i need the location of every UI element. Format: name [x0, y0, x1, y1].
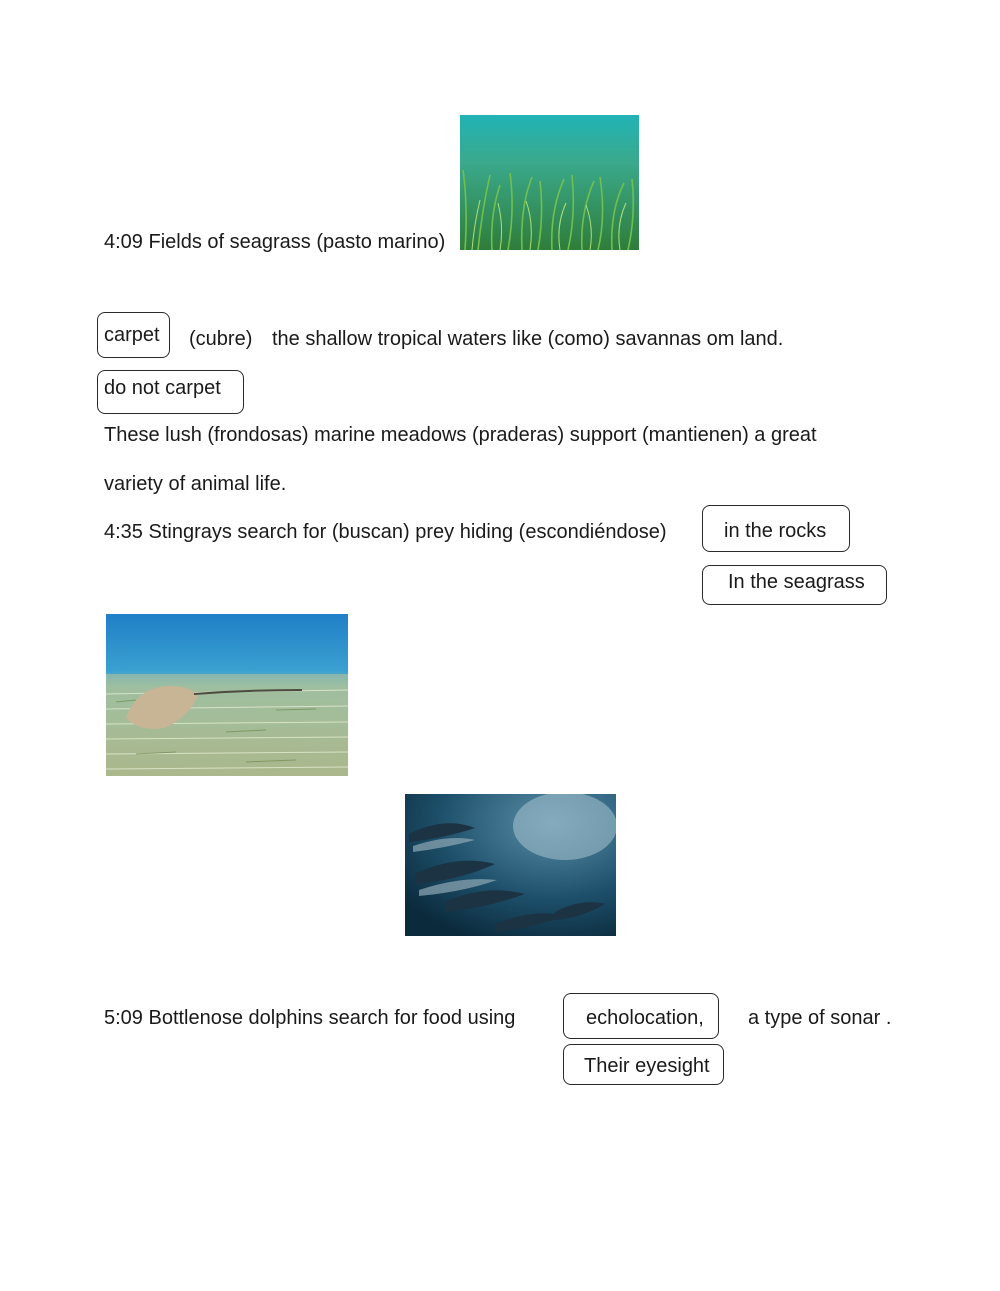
stingray-photo: [106, 614, 348, 776]
option-in-the-rocks[interactable]: in the rocks: [702, 505, 850, 552]
seagrass-photo: [460, 115, 639, 250]
gloss-cubre: (cubre): [189, 328, 253, 350]
option-carpet[interactable]: carpet: [97, 312, 170, 358]
option-their-eyesight[interactable]: Their eyesight: [563, 1044, 724, 1085]
sentence-dolphins: 5:09 Bottlenose dolphins search for food using: [104, 1007, 516, 1029]
option-do-not-carpet[interactable]: do not carpet: [97, 370, 244, 414]
paragraph-line-1: These lush (frondosas) marine meadows (praderas) support (mantienen) a great: [104, 424, 817, 446]
paragraph-line-2: variety of animal life.: [104, 473, 287, 495]
option-echolocation[interactable]: echolocation,: [563, 993, 719, 1039]
dolphins-photo: [405, 794, 616, 936]
sentence-ending: a type of sonar .: [748, 1007, 892, 1029]
sentence-continuation: the shallow tropical waters like (como) savannas om land.: [272, 328, 784, 350]
heading-seagrass: 4:09 Fields of seagrass (pasto marino): [104, 231, 446, 253]
sentence-stingrays: 4:35 Stingrays search for (buscan) prey hiding (escondiéndose): [104, 521, 667, 543]
option-in-the-seagrass[interactable]: In the seagrass: [702, 565, 887, 605]
